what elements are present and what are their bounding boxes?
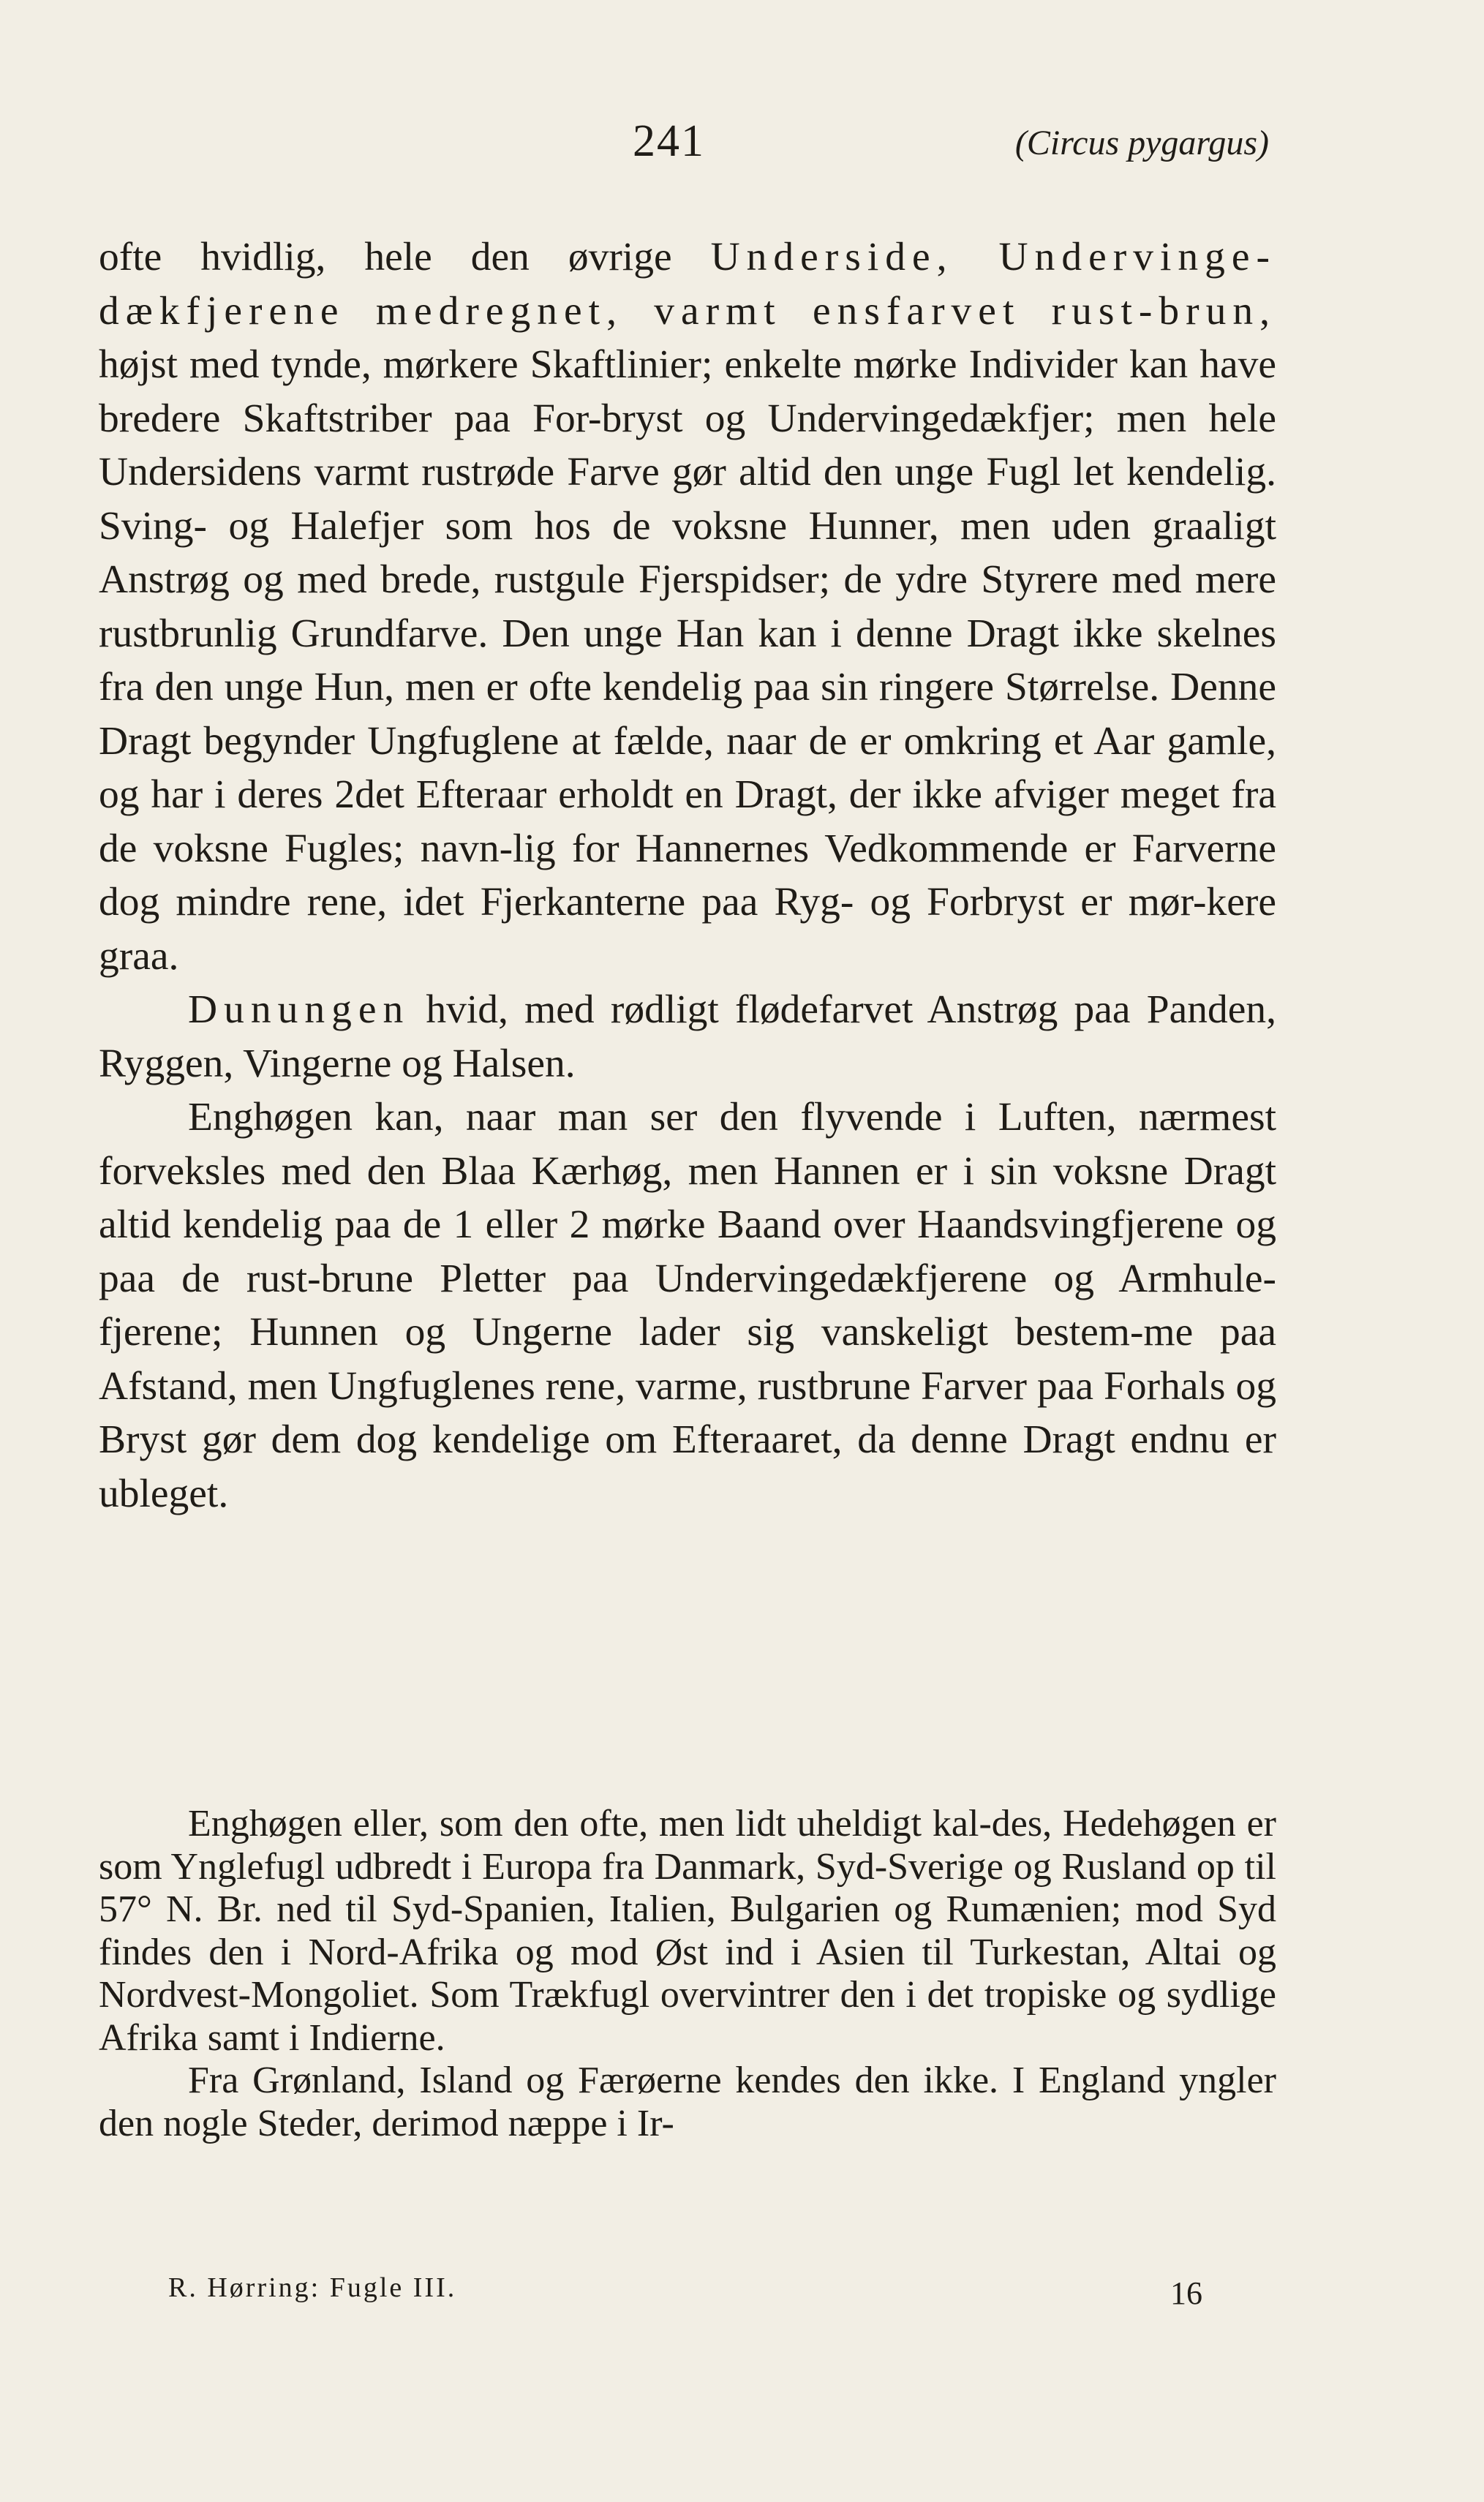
page-footer xyxy=(168,2266,1229,2317)
running-head-species: (Circus pygargus) xyxy=(1014,124,1269,162)
page-header xyxy=(99,116,1269,174)
signature-mark: R. Hørring: Fugle III. xyxy=(168,2272,457,2303)
paragraph-text: ofte hvidlig, hele den øvrige xyxy=(99,235,711,279)
paragraph-plumage xyxy=(99,230,1276,983)
paragraph-text: højst med tynde, mørkere Skaftlinier; enkelte mørke Individer kan have bredere Skaftstriber paa For-bryst og Undervingedækfjer; men hele Undersidens varmt rustrøde Farve gør altid den unge Fugl let kendelig. Sving- og Halefjer som hos de voksne Hunner, men uden graaligt Anstrøg og med brede, rustgule Fjerspidser; de ydre Styrere med mere rustbrunlig Grundfarve. Den unge Han kan i denne Dragt ikke skelnes fra den unge Hun, men er ofte kendelig paa sin ringere Størrelse. Denne Dragt begynder Ungfuglene at fælde, naar de er omkring et Aar gamle, og har i deres 2det Efteraar erholdt en Dragt, der ikke afviger meget fra de voksne Fugles; navn-lig for Hannernes Vedkommende er Farverne dog mindre rene, idet Fjerkanterne paa Ryg- og Forbryst er mør-kere graa. xyxy=(99,342,1276,979)
description-text xyxy=(99,230,1276,1521)
paragraph-down xyxy=(99,983,1276,1090)
sheet-number: 16 xyxy=(1170,2275,1202,2311)
spaced-emphasis: Dunungen xyxy=(188,987,410,1032)
paragraph-identification: Enghøgen kan, naar man ser den flyvende i Luften, nærmest forveksles med den Blaa Kærhøg, men Hannen er i sin voksne Dragt altid kendelig paa de 1 eller 2 mørke Baand over Haandsvingfjerene og paa de rust-brune Pletter paa Undervingedækfjerene og Armhule-fjerene; Hunnen og Ungerne lader sig vanskeligt bestem-me paa Afstand, men Ungfuglenes rene, varme, rustbrune Farver paa Forhals og Bryst gør dem dog kendelige om Efteraaret, da denne Dragt endnu er ubleget. xyxy=(99,1095,1276,1516)
spaced-emphasis: Underside, Undervinge-dækfjerene medregnet, varmt ensfarvet rust-brun, xyxy=(99,235,1276,334)
page-number: 241 xyxy=(633,116,705,166)
paragraph-distribution: Enghøgen eller, som den ofte, men lidt uheldigt kal-des, Hedehøgen er som Ynglefugl udbredt i Europa fra Danmark, Syd-Sverige og Rusland op til 57° N. Br. ned til Syd-Spanien, Italien, Bulgarien og Rumænien; mod Syd findes den i Nord-Afrika og mod Øst ind i Asien til Turkestan, Altai og Nordvest-Mongoliet. Som Trækfugl overvintrer den i det tropiske og sydlige Afrika samt i Indierne. xyxy=(99,1803,1276,2059)
paragraph-absence: Fra Grønland, Island og Færøerne kendes den ikke. I England yngler den nogle Steder, derimod næppe i Ir- xyxy=(99,2060,1276,2144)
paragraph-text: hvid, med rødligt flødefarvet Anstrøg paa Panden, Ryggen, Vingerne og Halsen. xyxy=(99,987,1276,1086)
distribution-text xyxy=(99,1803,1276,2145)
